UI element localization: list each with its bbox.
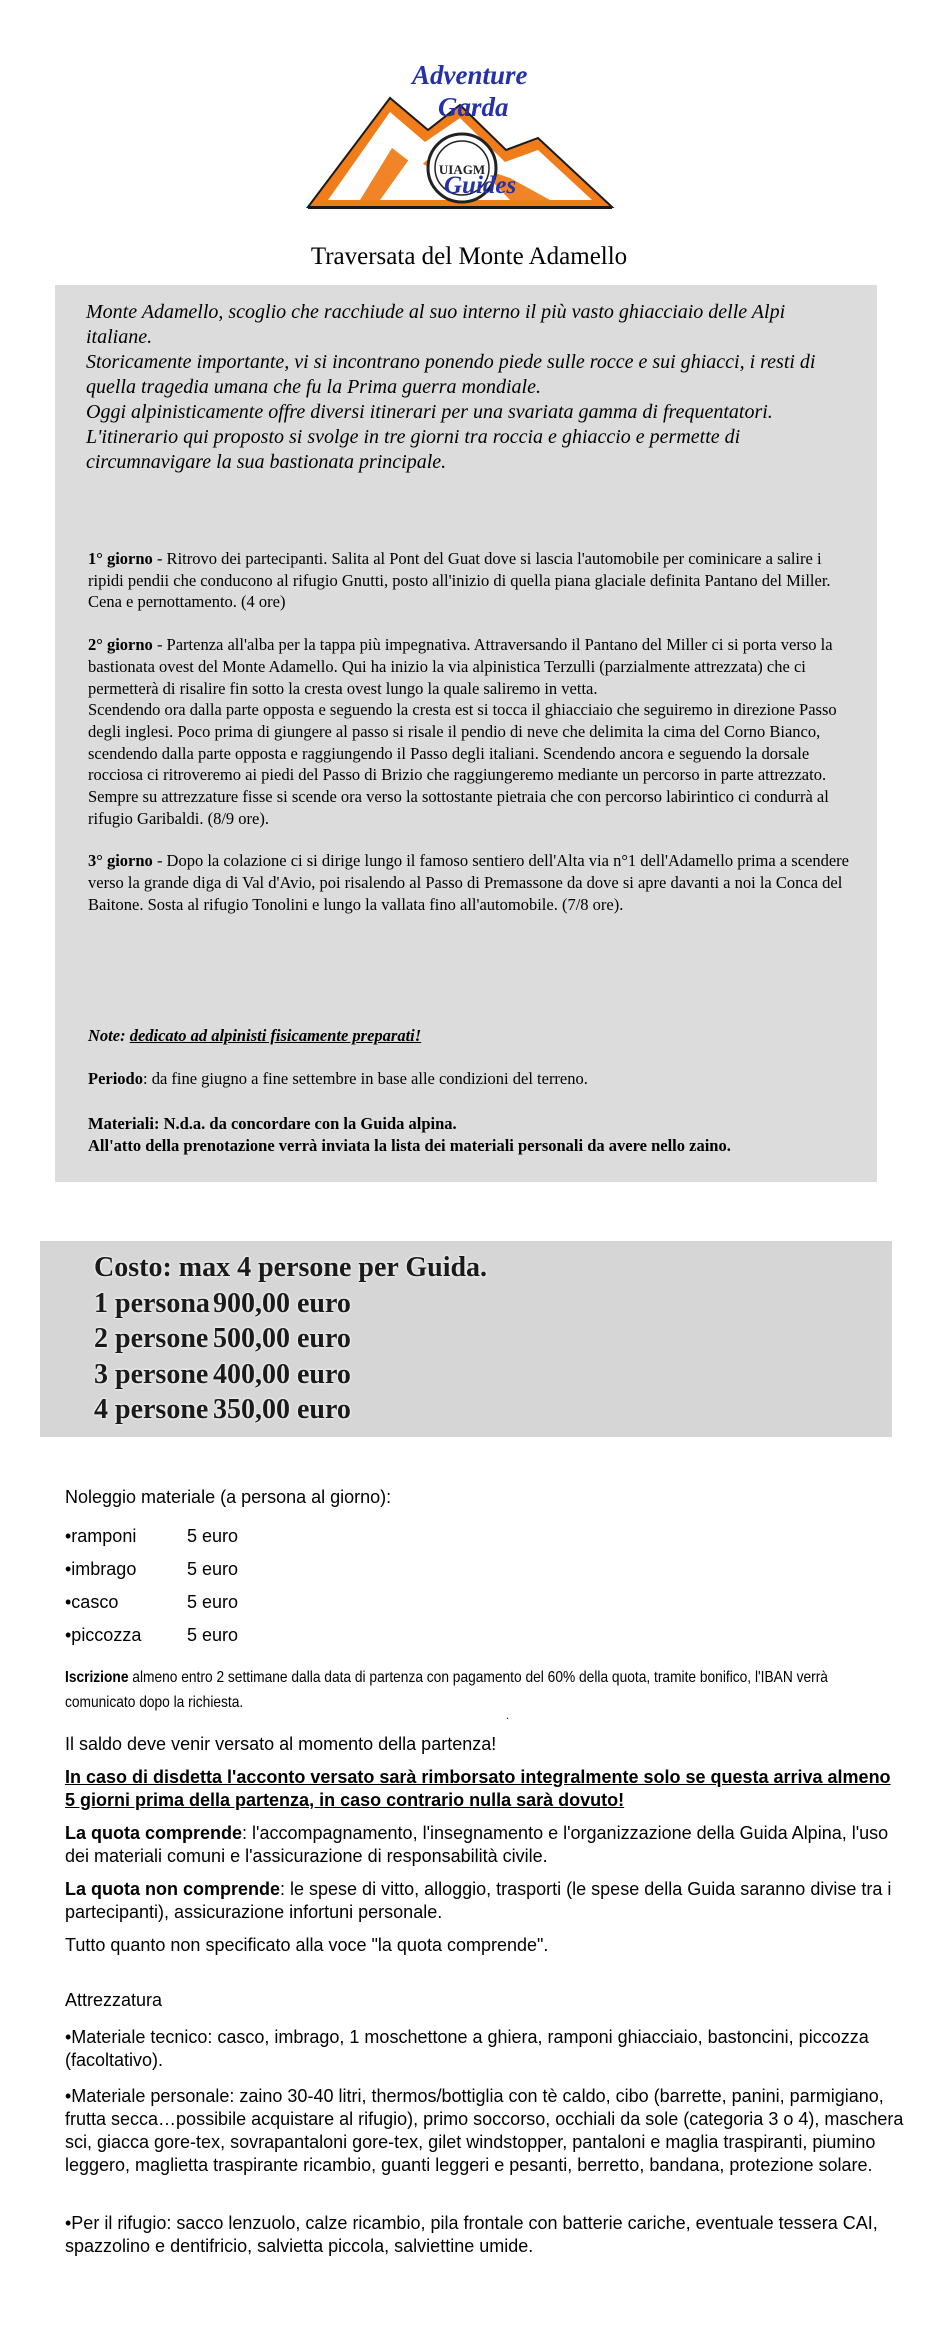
logo-text-adventure: Adventure: [412, 60, 528, 90]
equipment-item: •Materiale tecnico: casco, imbrago, 1 moschettone a ghiera, ramponi ghiacciaio, bastoncini, piccozza (facoltativo).: [65, 2027, 869, 2070]
rental-item-name: •imbrago: [65, 1559, 137, 1579]
day-1: [88, 548, 858, 613]
disdetta-text: In caso di disdetta l'acconto versato sarà rimborsato integralmente solo se questa arriva almeno 5 giorni prima della partenza, in caso contrario nulla sarà dovuto!: [65, 1767, 891, 1810]
rental-item-name: •casco: [65, 1592, 119, 1612]
logo-text-guides: Guides: [444, 172, 517, 199]
cost-price: 400,00 euro: [213, 1358, 351, 1390]
period-text: : da fine giugno a fine settembre in base alle condizioni del terreno.: [143, 1069, 588, 1088]
cost-row: [94, 1392, 487, 1428]
cost-price: 500,00 euro: [213, 1323, 351, 1354]
rental-item-price: 5 euro: [187, 1526, 239, 1546]
quota-comprende: [65, 1822, 905, 1868]
cost-persons: 3 persone: [94, 1358, 209, 1390]
page-title: Traversata del Monte Adamello: [310, 243, 628, 270]
equipment-item: •Materiale personale: zaino 30-40 litri, thermos/bottiglia con tè caldo, cibo (barrette, panini, parmigiano, frutta secca…possibile acquistare al rifugio), primo soccorso, occhiali da sole (categoria 3 o 4), maschera sci, giacca gore-tex, sovrapantaloni gore-tex, gilet windstopper, pantaloni e maglia traspiranti, piumino leggero, maglietta traspirante ricambio, guanti leggeri e pesanti, berretto, bandana, protezione solare.: [65, 2086, 904, 2175]
quota-non-comprende: [65, 1878, 905, 1924]
day-2: [88, 634, 858, 829]
period-label: Periodo: [88, 1069, 143, 1088]
quota-comprende-label: La quota comprende: [65, 1823, 243, 1843]
day-label: 3° giorno: [88, 851, 153, 871]
note-text: dedicato ad alpinisti fisicamente preparati!: [129, 1026, 422, 1045]
materials-line: All'atto della prenotazione verrà inviata la lista dei materiali personali da avere nello zaino.: [88, 1136, 731, 1155]
svg-text:UIAGM: UIAGM: [438, 162, 486, 177]
quota-non-comprende-label: La quota non comprende: [65, 1879, 281, 1899]
day-3: [88, 850, 858, 915]
equipment-title: Attrezzatura: [65, 1990, 163, 2010]
rental-item: [65, 1586, 238, 1619]
materials-line: Materiali: N.d.a. da concordare con la Guida alpina.: [88, 1114, 457, 1133]
saldo-text: Il saldo deve venir versato al momento della partenza!: [65, 1734, 497, 1754]
iscrizione-label: Iscrizione: [65, 1669, 129, 1686]
cost-header: Costo: max 4 persone per Guida.: [94, 1252, 488, 1283]
iscrizione-text: almeno entro 2 settimane dalla data di partenza con pagamento del 60% della quota, tramite bonifico, l'IBAN verrà comunicato dopo la richiesta.: [65, 1669, 828, 1711]
quota-non-comprende-text: : le spese di vitto, alloggio, trasporti (le spese della Guida saranno divise tra i partecipanti), assicurazione infortuni personale.: [65, 1879, 892, 1922]
tutto-quanto-text: Tutto quanto non specificato alla voce "la quota comprende".: [65, 1935, 549, 1955]
day-extra: Cena e pernottamento. (4 ore): [88, 592, 286, 612]
rental-item-price: 5 euro: [187, 1559, 239, 1579]
rental-item-name: •ramponi: [65, 1526, 137, 1546]
logo-text-garda: Garda: [438, 92, 509, 122]
cost-row: [94, 1286, 487, 1322]
iscrizione: [65, 1665, 891, 1715]
period: [88, 1069, 588, 1089]
rental-item: [65, 1520, 238, 1553]
day-text: - Ritrovo dei partecipanti. Salita al Pont del Guat dove si lascia l'automobile per cominicare a salire i ripidi pendii che conducono al rifugio Gnutti, posto all'inizio di quella piana glaciale definita Pantano del Miller.: [88, 549, 831, 590]
rental-title: Noleggio materiale (a persona al giorno):: [65, 1487, 392, 1507]
cost-persons: 1 persona: [94, 1287, 210, 1319]
cost-price: 350,00 euro: [213, 1394, 351, 1425]
day-label: 1° giorno: [88, 549, 153, 568]
itinerary-days: [88, 548, 858, 937]
day-text: - Dopo la colazione ci si dirige lungo il famoso sentiero dell'Alta via n°1 dell'Adamello prima a scendere verso la grande diga di Val d'Avio, poi risalendo al Passo di Premassone da dove si apre davanti a noi la Conca del Baitone. Sosta al rifugio Tonolini e lungo la vallata fino all'automobile. (7/8 ore).: [88, 851, 849, 914]
cost-persons: 2 persone: [94, 1323, 209, 1354]
intro-paragraph: Monte Adamello, scoglio che racchiude al suo interno il più vasto ghiacciaio delle Alpi italiane.: [86, 301, 786, 348]
cost-persons: 4 persone: [94, 1394, 209, 1425]
rental-item-price: 5 euro: [187, 1592, 239, 1612]
day-text: - Partenza all'alba per la tappa più impegnativa. Attraversando il Pantano del Miller ci si porta verso la bastionata ovest del Monte Adamello. Qui ha inizio la via alpinistica Terzulli (parzialmente attrezzata) che ci permetterà di risalire fin sotto la cresta ovest lungo la quale saliremo in vetta.: [88, 635, 833, 698]
equipment-item: •Per il rifugio: sacco lenzuolo, calze ricambio, pila frontale con batterie cariche, eventuale tessera CAI, spazzolino e dentifricio, salvietta piccola, salviettine umide.: [65, 2213, 878, 2256]
day-label: 2° giorno: [88, 635, 153, 655]
intro-text: [86, 300, 846, 475]
cost-row: [94, 1357, 487, 1393]
intro-paragraph: Oggi alpinisticamente offre diversi itinerari per una svariata gamma di frequentatori.: [86, 401, 773, 423]
intro-paragraph: Storicamente importante, vi si incontrano ponendo piede sulle rocce e sui ghiacci, i resti di quella tragedia umana che fu la Prima guerra mondiale.: [86, 351, 816, 398]
materials: [88, 1113, 731, 1157]
stray-dot: .: [506, 1708, 509, 1722]
note-label: Note:: [88, 1026, 126, 1045]
cost-price: 900,00 euro: [213, 1287, 351, 1319]
cost-row: [94, 1321, 487, 1357]
rental-item: [65, 1553, 238, 1586]
rental-item-price: 5 euro: [187, 1625, 239, 1645]
cost-table: [94, 1250, 487, 1428]
adventure-garda-guides-logo: [300, 50, 620, 222]
rental-list: [65, 1520, 238, 1652]
day-extra: Scendendo ora dalla parte opposta e seguendo la cresta est si tocca il ghiacciaio che seguiremo in direzione Passo degli inglesi. Poco prima di giungere al passo si risale il pendio di neve che delimita la cima del Corno Bianco, scendendo dalla parte opposta e raggiungendo il Passo degli italiani. Scendendo ancora e seguendo la dorsale rocciosa ci ritroveremo ai piedi del Passo di Brizio che raggiungeremo mediante un percorso in parte attrezzato. Sempre su attrezzature fisse si scende ora verso la sottostante pietraia che con percorso labirintico ci condurrà al rifugio Garibaldi. (8/9 ore).: [88, 700, 837, 828]
note: [88, 1026, 421, 1046]
quota-comprende-text: : l'accompagnamento, l'insegnamento e l'organizzazione della Guida Alpina, l'uso dei materiali comuni e l'assicurazione di responsabilità civile.: [65, 1823, 889, 1866]
rental-item-name: •piccozza: [65, 1625, 142, 1645]
intro-paragraph: L'itinerario qui proposto si svolge in tre giorni tra roccia e ghiaccio e permette di circumnavigare la sua bastionata principale.: [86, 426, 741, 473]
rental-item: [65, 1619, 238, 1652]
